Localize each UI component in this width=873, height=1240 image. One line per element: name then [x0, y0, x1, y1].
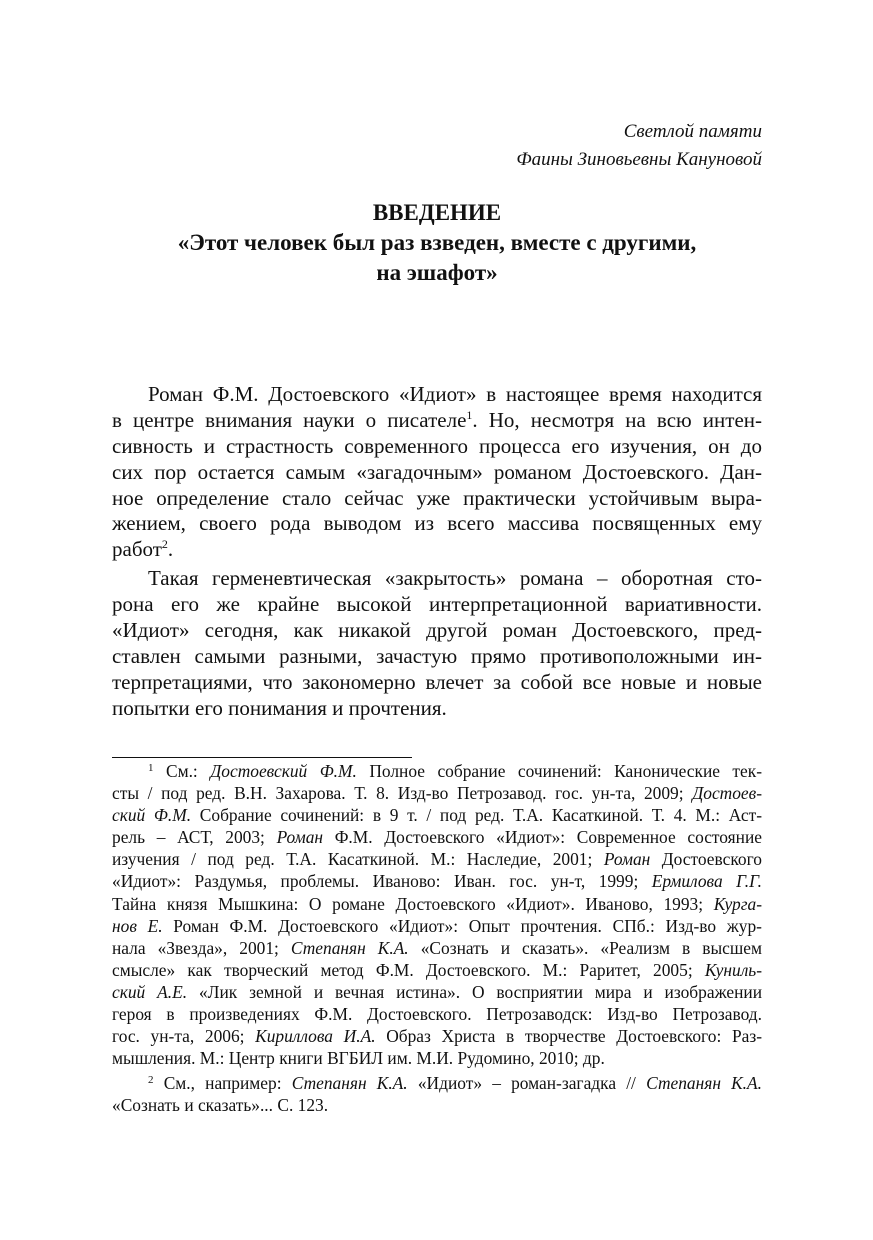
chapter-title: ВВЕДЕНИЕ — [372, 200, 502, 225]
chapter-subtitle-line-2: на эшафот» — [376, 260, 498, 285]
text-run: сты / под ред. В.Н. Захарова. Т. 8. Изд-во Петрозавод. гос. ун-та, 2009; — [112, 783, 693, 804]
text-line: рона его же крайне высокой интерпретационной вариативности. — [112, 592, 762, 617]
paragraph-2 — [112, 566, 762, 721]
text-run: Роман Ф.М. Достоевского «Идиот»: Опыт прочтения. СПб.: Изд-во жур- — [162, 915, 762, 936]
text-line: Роман Ф.М. Достоевского «Идиот» в настоящее время находится — [148, 382, 762, 406]
text-run: См., например: — [153, 1073, 292, 1094]
author-name: ский А.Е. — [112, 981, 188, 1002]
text-line: сивность и страстность современного процесса его изучения, он до — [112, 433, 762, 458]
text-line: попытки его понимания и прочтения. — [112, 695, 447, 720]
author-name: Кириллова И.А. — [255, 1026, 376, 1047]
footnotes — [112, 760, 762, 1117]
footnote-line: «Сознать и сказать»... С. 123. — [112, 1095, 329, 1116]
text-run: Достоевского — [650, 849, 762, 870]
dedication-line-1: Светлой памяти — [623, 121, 762, 142]
body-text — [112, 382, 762, 722]
footnote-line — [112, 981, 762, 1003]
footnote-line — [112, 937, 762, 959]
footnote-line — [112, 893, 762, 915]
footnote-line — [112, 1072, 762, 1094]
text-run: Образ Христа в творчестве Достоевского: Раз- — [375, 1026, 762, 1047]
author-name: Курга- — [713, 893, 762, 914]
author-name: Достоев- — [692, 783, 762, 804]
footnote-line — [112, 782, 762, 804]
text-line: «Идиот» сегодня, как никакой другой роман Достоевского, пред- — [112, 618, 762, 643]
footnote-line — [112, 1025, 762, 1047]
footnote-line — [112, 804, 762, 826]
text-line — [112, 537, 762, 563]
title-word: Роман — [603, 849, 651, 870]
text-run: См.: — [153, 761, 211, 781]
author-name: Степанян К.А. — [290, 937, 409, 958]
chapter-heading — [112, 198, 762, 288]
text-line: ставлен самыми разными, зачастую прямо противоположными ин- — [112, 643, 762, 668]
text-run: гос. ун-та, 2006; — [112, 1026, 256, 1047]
footnote-ref-2[interactable]: 2 — [161, 537, 168, 552]
text-run: Полное собрание сочинений: Канонические тек- — [356, 761, 762, 781]
author-name: Достоевский Ф.М. — [210, 761, 357, 781]
author-name: Куниль- — [704, 959, 762, 980]
text-run: «Идиот»: Раздумья, проблемы. Иваново: Иван. гос. ун-т, 1999; — [112, 871, 652, 892]
author-name: нов Е. — [112, 915, 163, 936]
footnote-number: 2 — [148, 1074, 154, 1087]
footnote-separator — [112, 757, 412, 758]
text-run: «Идиот» – роман-загадка // — [407, 1073, 647, 1094]
text-run: «Лик земной и вечная истина». О восприятии мира и изображении — [187, 981, 762, 1002]
chapter-subtitle-line-1: «Этот человек был раз взведен, вместе с другими, — [177, 230, 697, 255]
text-line: Такая герменевтическая «закрытость» романа – оборотная сто- — [148, 566, 762, 591]
text-line: терпретациями, что закономерно влечет за собой все новые и новые — [112, 669, 762, 694]
author-name: Степанян К.А. — [646, 1073, 763, 1094]
dedication-line-2: Фаины Зиновьевны Кануновой — [516, 149, 762, 170]
title-word: Роман — [276, 827, 324, 848]
footnote-line — [112, 959, 762, 981]
text-run: Ф.М. Достоевского «Идиот»: Современное состояние — [323, 827, 762, 848]
paragraph-1 — [112, 382, 762, 563]
footnote-1 — [112, 760, 762, 1069]
text-run: изучения / под ред. Т.А. Касаткиной. М.: Наследие, 2001; — [112, 849, 604, 870]
text-run: «Сознать и сказать». «Реализм в высшем — [408, 937, 762, 958]
author-name: ский Ф.М. — [112, 805, 192, 826]
text-run: . Но, несмотря на всю интен- — [472, 407, 762, 432]
text-line — [112, 408, 762, 434]
footnote-line — [112, 915, 762, 937]
text-run: в центре внимания науки о писателе — [112, 407, 467, 432]
text-run: смысле» как творческий метод Ф.М. Достоевского. М.: Раритет, 2005; — [112, 959, 705, 980]
author-name: Степанян К.А. — [291, 1073, 408, 1094]
text-run: Тайна князя Мышкина: О романе Достоевского «Идиот». Иваново, 1993; — [112, 893, 714, 914]
footnote-line: героя в произведениях Ф.М. Достоевского. Петрозаводск: Изд-во Петрозавод. — [112, 1004, 762, 1025]
footnote-ref-1[interactable]: 1 — [466, 407, 473, 422]
footnote-line — [112, 848, 762, 870]
text-run: Собрание сочинений: в 9 т. / под ред. Т.А. Касаткиной. Т. 4. М.: Аст- — [191, 805, 762, 826]
author-name: Ермилова Г.Г. — [651, 871, 762, 892]
footnote-number: 1 — [148, 762, 154, 774]
text-run: нала «Звезда», 2001; — [112, 937, 291, 958]
footnote-2 — [112, 1072, 762, 1116]
text-line: сих пор остается самым «загадочным» романом Достоевского. Дан- — [112, 459, 762, 484]
text-run: работ — [112, 537, 162, 562]
footnote-line: мышления. М.: Центр книги ВГБИЛ им. М.И. Рудомино, 2010; др. — [112, 1048, 605, 1069]
dedication — [516, 118, 762, 174]
text-line: жением, своего рода выводом из всего массива посвященных ему — [112, 511, 762, 536]
footnote-line — [112, 870, 762, 892]
text-line: ное определение стало сейчас уже практически устойчивым выра- — [112, 485, 762, 510]
footnote-line — [112, 826, 762, 848]
footnote-line — [112, 760, 762, 782]
text-run: . — [167, 537, 174, 562]
text-run: рель – АСТ, 2003; — [112, 827, 277, 848]
